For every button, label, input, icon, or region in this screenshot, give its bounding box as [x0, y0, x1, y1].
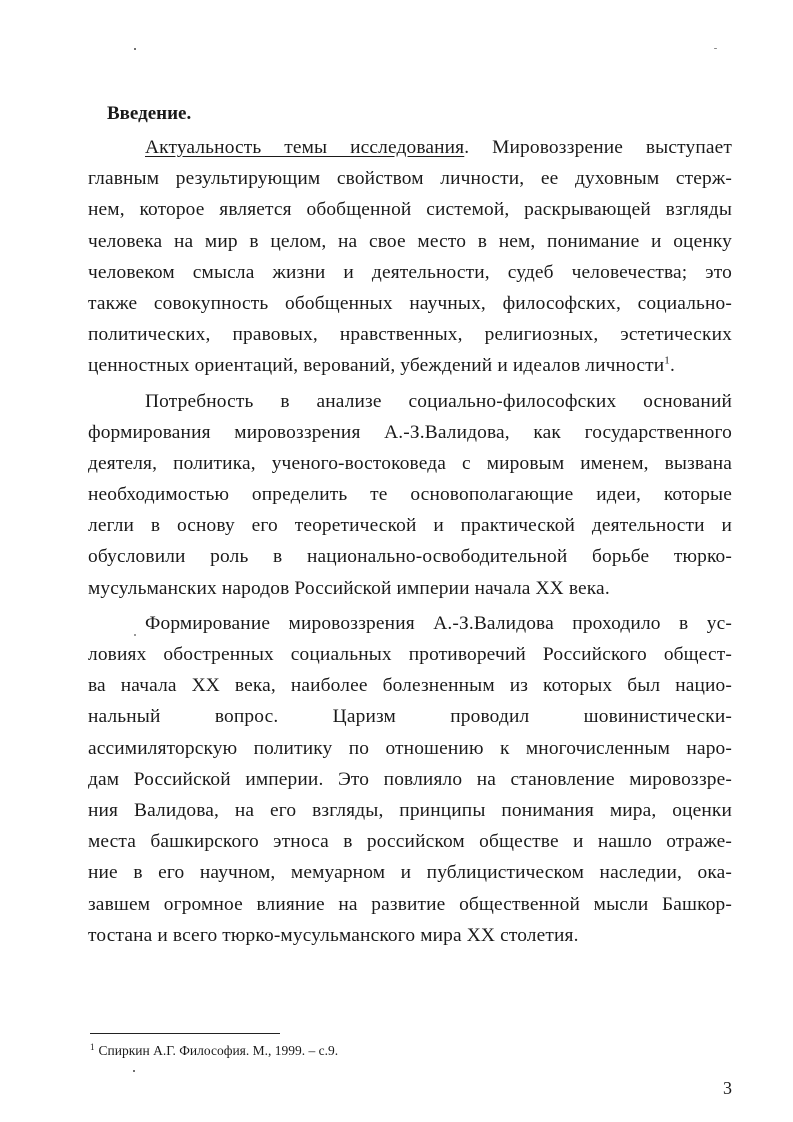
text-line	[88, 350, 732, 381]
text-line: ния Валидова, на его взгляды, принципы понимания мира, оценки	[88, 799, 732, 821]
section-heading: Введение.	[107, 103, 192, 124]
text-line: формирования мировоззрения А.-З.Валидова, как государственного	[88, 421, 732, 443]
text-fragment: . Мировоззрение выступает	[464, 137, 732, 158]
text-line: нем, которое является обобщенной системой, раскрывающей взгляды	[88, 199, 732, 221]
body-text	[88, 132, 732, 955]
text-line: также совокупность обобщенных научных, философских, социально-	[88, 292, 732, 314]
page-number: 3	[723, 1078, 732, 1098]
text-line: места башкирского этноса в российском обществе и нашло отраже-	[88, 831, 732, 853]
text-line: необходимостью определить те основополагающие идеи, которые	[88, 484, 732, 506]
footnote	[90, 1042, 338, 1060]
text-line: ва начала XX века, наиболее болезненным из которых был нацио-	[88, 675, 732, 697]
footnote-reference[interactable]: 1	[664, 354, 670, 367]
text-line: нальный вопрос. Царизм проводил шовинистически-	[88, 706, 732, 728]
footnote-text: Спиркин А.Г. Философия. М., 1999. – с.9.	[98, 1043, 339, 1058]
text-line: дам Российской империи. Это повлияло на становление мировоззре-	[88, 768, 732, 790]
text-fragment: ценностных ориентаций, верований, убеждений и идеалов личности	[88, 355, 665, 377]
text-line: Формирование мировоззрения А.-З.Валидова проходило в ус-	[145, 612, 732, 634]
scan-speck	[134, 48, 136, 50]
text-line: ние в его научном, мемуарном и публицистическом наследии, ока-	[88, 862, 732, 884]
text-line: ловиях обостренных социальных противоречий Российского общест-	[88, 644, 732, 665]
text-line: легли в основу его теоретической и практической деятельности и	[88, 515, 732, 537]
text-fragment: .	[669, 355, 675, 377]
text-line: обусловили роль в национально-освободительной борьбе тюрко-	[88, 546, 732, 568]
text-line: мусульманских народов Российской империи начала XX века.	[88, 577, 610, 599]
text-line: главным результирующим свойством личности, ее духовным стерж-	[88, 168, 732, 190]
text-line: человека на мир в целом, на свое место в нем, понимание и оценку	[88, 230, 732, 252]
text-line	[88, 132, 732, 163]
text-line: человеком смысла жизни и деятельности, судеб человечества; это	[88, 261, 732, 283]
footnote-divider	[90, 1033, 280, 1034]
scan-speck	[133, 1070, 135, 1072]
text-line: тостана и всего тюрко-мусульманского мира XX столетия.	[88, 924, 579, 946]
paragraph-2	[88, 386, 732, 604]
paragraph-3	[88, 608, 732, 951]
text-line: завшем огромное влияние на развитие общественной мысли Башкор-	[88, 893, 732, 915]
scan-speck	[714, 48, 717, 49]
footnote-number: 1	[90, 1041, 95, 1052]
underlined-topic-phrase: Актуальность темы исследования	[145, 137, 465, 158]
paragraph-1	[88, 132, 732, 382]
text-line: деятеля, политика, ученого-востоковеда с мировым именем, вызвана	[88, 452, 732, 474]
text-line: политических, правовых, нравственных, религиозных, эстетических	[88, 324, 732, 346]
text-line: Потребность в анализе социально-философских оснований	[145, 390, 732, 412]
text-line: ассимиляторскую политику по отношению к многочисленным наро-	[88, 737, 732, 759]
